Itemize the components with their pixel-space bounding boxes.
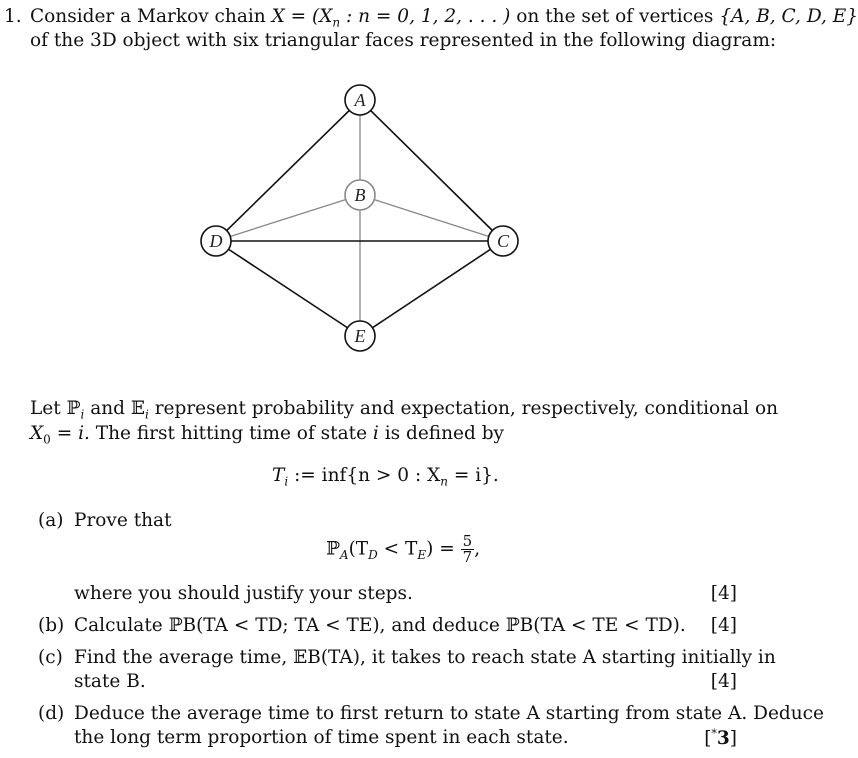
vertex-C [488, 226, 518, 256]
intro-line-1: Consider a Markov chain $X = (X_n$ : n = 0, 1, 2, . . . ) on the set of vertices {A, B, C, D, E} [30, 6, 858, 30]
vertex-B [345, 180, 375, 210]
part-c-line-2: state B. [74, 671, 146, 692]
part-d-marks: [*3] [704, 727, 737, 750]
edge-D-E [216, 241, 360, 336]
part-c-marks: [4] [710, 671, 737, 692]
vertex-A [345, 85, 375, 115]
part-a-label: (a) [38, 510, 64, 531]
part-d-line-2: the long term proportion of time spent in each state. [74, 727, 569, 748]
vertex-label-C: C [496, 231, 510, 251]
question-number: 1. [4, 6, 22, 27]
vertex-label-B: B [354, 185, 366, 205]
edge-C-E [360, 241, 503, 336]
part-a-after: where you should justify your steps. [74, 583, 413, 604]
part-a-equation: $ℙ_A(T_D < T_E)$ = $\frac{5}{7}$ , [326, 532, 481, 566]
vertex-D [201, 226, 231, 256]
part-b-text: Calculate ℙB(TA < TD; TA < TE), and deduce ℙB(TA < TE < TD). [74, 615, 686, 636]
part-c-line-1: Find the average time, 𝔼B(TA), it takes to reach state A starting initially in [74, 647, 776, 668]
vertex-label-A: A [354, 90, 366, 110]
intro-line-2: of the 3D object with six triangular faces represented in the following diagram: [30, 30, 777, 51]
part-c-label: (c) [38, 647, 63, 668]
edge-A-C [360, 100, 503, 241]
part-a-marks: [4] [710, 583, 737, 604]
vertex-E [345, 321, 375, 351]
markov-graph-diagram [0, 0, 777, 360]
part-b-label: (b) [38, 615, 65, 636]
edge-B-C [360, 195, 503, 241]
part-d-label: (d) [38, 703, 65, 724]
hitting-time-definition: $T_i$ := inf{n > 0 : $X_n = i$}. [272, 465, 499, 489]
definition-line-2: $X_0 = i$. The first hitting time of state i is defined by [30, 423, 505, 447]
vertex-label-E: E [354, 326, 366, 346]
part-a-text: Prove that [74, 510, 172, 531]
edge-A-D [216, 100, 360, 241]
part-b-marks: [4] [710, 615, 737, 636]
definition-line-1: Let ℙ$_i$ and 𝔼$_i$ represent probability and expectation, respectively, conditional on [30, 398, 778, 422]
edge-B-D [216, 195, 360, 241]
vertex-label-D: D [209, 231, 223, 251]
part-d-line-1: Deduce the average time to first return to state A starting from state A. Deduce [74, 703, 824, 724]
